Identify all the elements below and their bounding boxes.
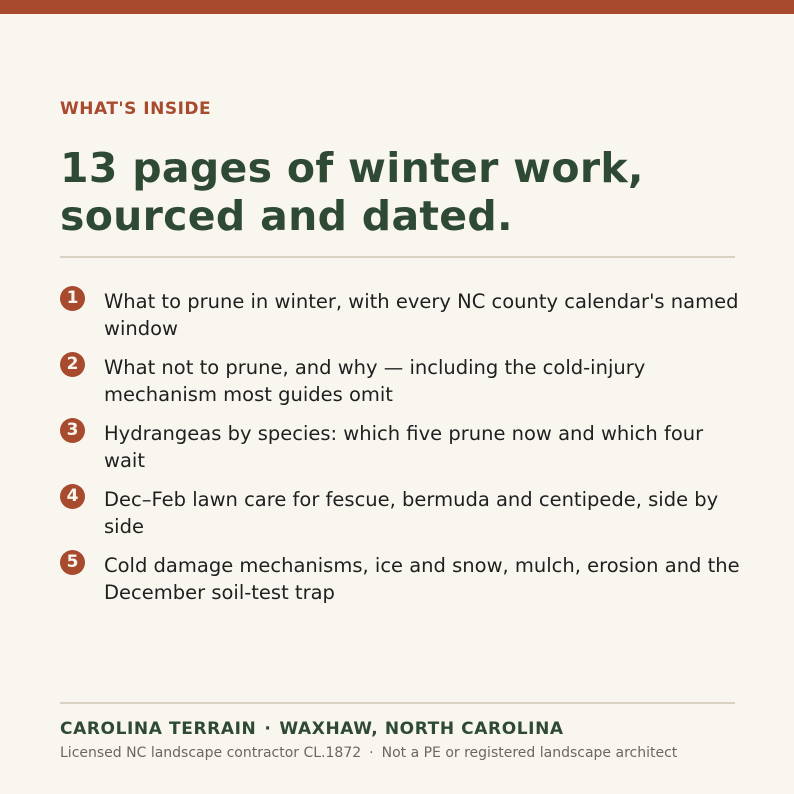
number-badge: 2 [60, 352, 85, 377]
number-badge: 3 [60, 418, 85, 443]
list-item-text: What to prune in winter, with every NC county calendar's named window [104, 290, 739, 340]
footer-separator: · [264, 719, 272, 739]
number-badge: 1 [60, 286, 85, 311]
divider-top [60, 256, 735, 258]
divider-bottom [60, 702, 735, 704]
list-item [60, 484, 740, 550]
list-item [60, 352, 740, 418]
footer-separator: · [369, 745, 374, 761]
list-item [60, 418, 740, 484]
business-name: CAROLINA TERRAIN [60, 719, 257, 739]
list-item-text: Cold damage mechanisms, ice and snow, mulch, erosion and the December soil-test trap [104, 554, 740, 604]
number-badge: 5 [60, 550, 85, 575]
page-title [60, 144, 740, 240]
list-item-text: Dec–Feb lawn care for fescue, bermuda and centipede, side by side [104, 488, 719, 538]
title-line-2: sourced and dated. [60, 192, 513, 240]
section-eyebrow: WHAT'S INSIDE [60, 99, 212, 119]
list-item [60, 550, 740, 616]
number-badge: 4 [60, 484, 85, 509]
footer-business-line [60, 719, 564, 739]
footer-credentials-line [60, 745, 677, 762]
title-line-1: 13 pages of winter work, [60, 144, 644, 192]
disclaimer-text: Not a PE or registered landscape architect [381, 745, 678, 761]
license-text: Licensed NC landscape contractor CL.1872 [60, 745, 362, 761]
list-item [60, 286, 740, 352]
list-item-text: Hydrangeas by species: which five prune now and which four wait [104, 422, 704, 472]
top-accent-bar [0, 0, 794, 14]
contents-list [60, 286, 740, 616]
business-location: WAXHAW, NORTH CAROLINA [279, 719, 564, 739]
list-item-text: What not to prune, and why — including the cold-injury mechanism most guides omit [104, 356, 646, 406]
